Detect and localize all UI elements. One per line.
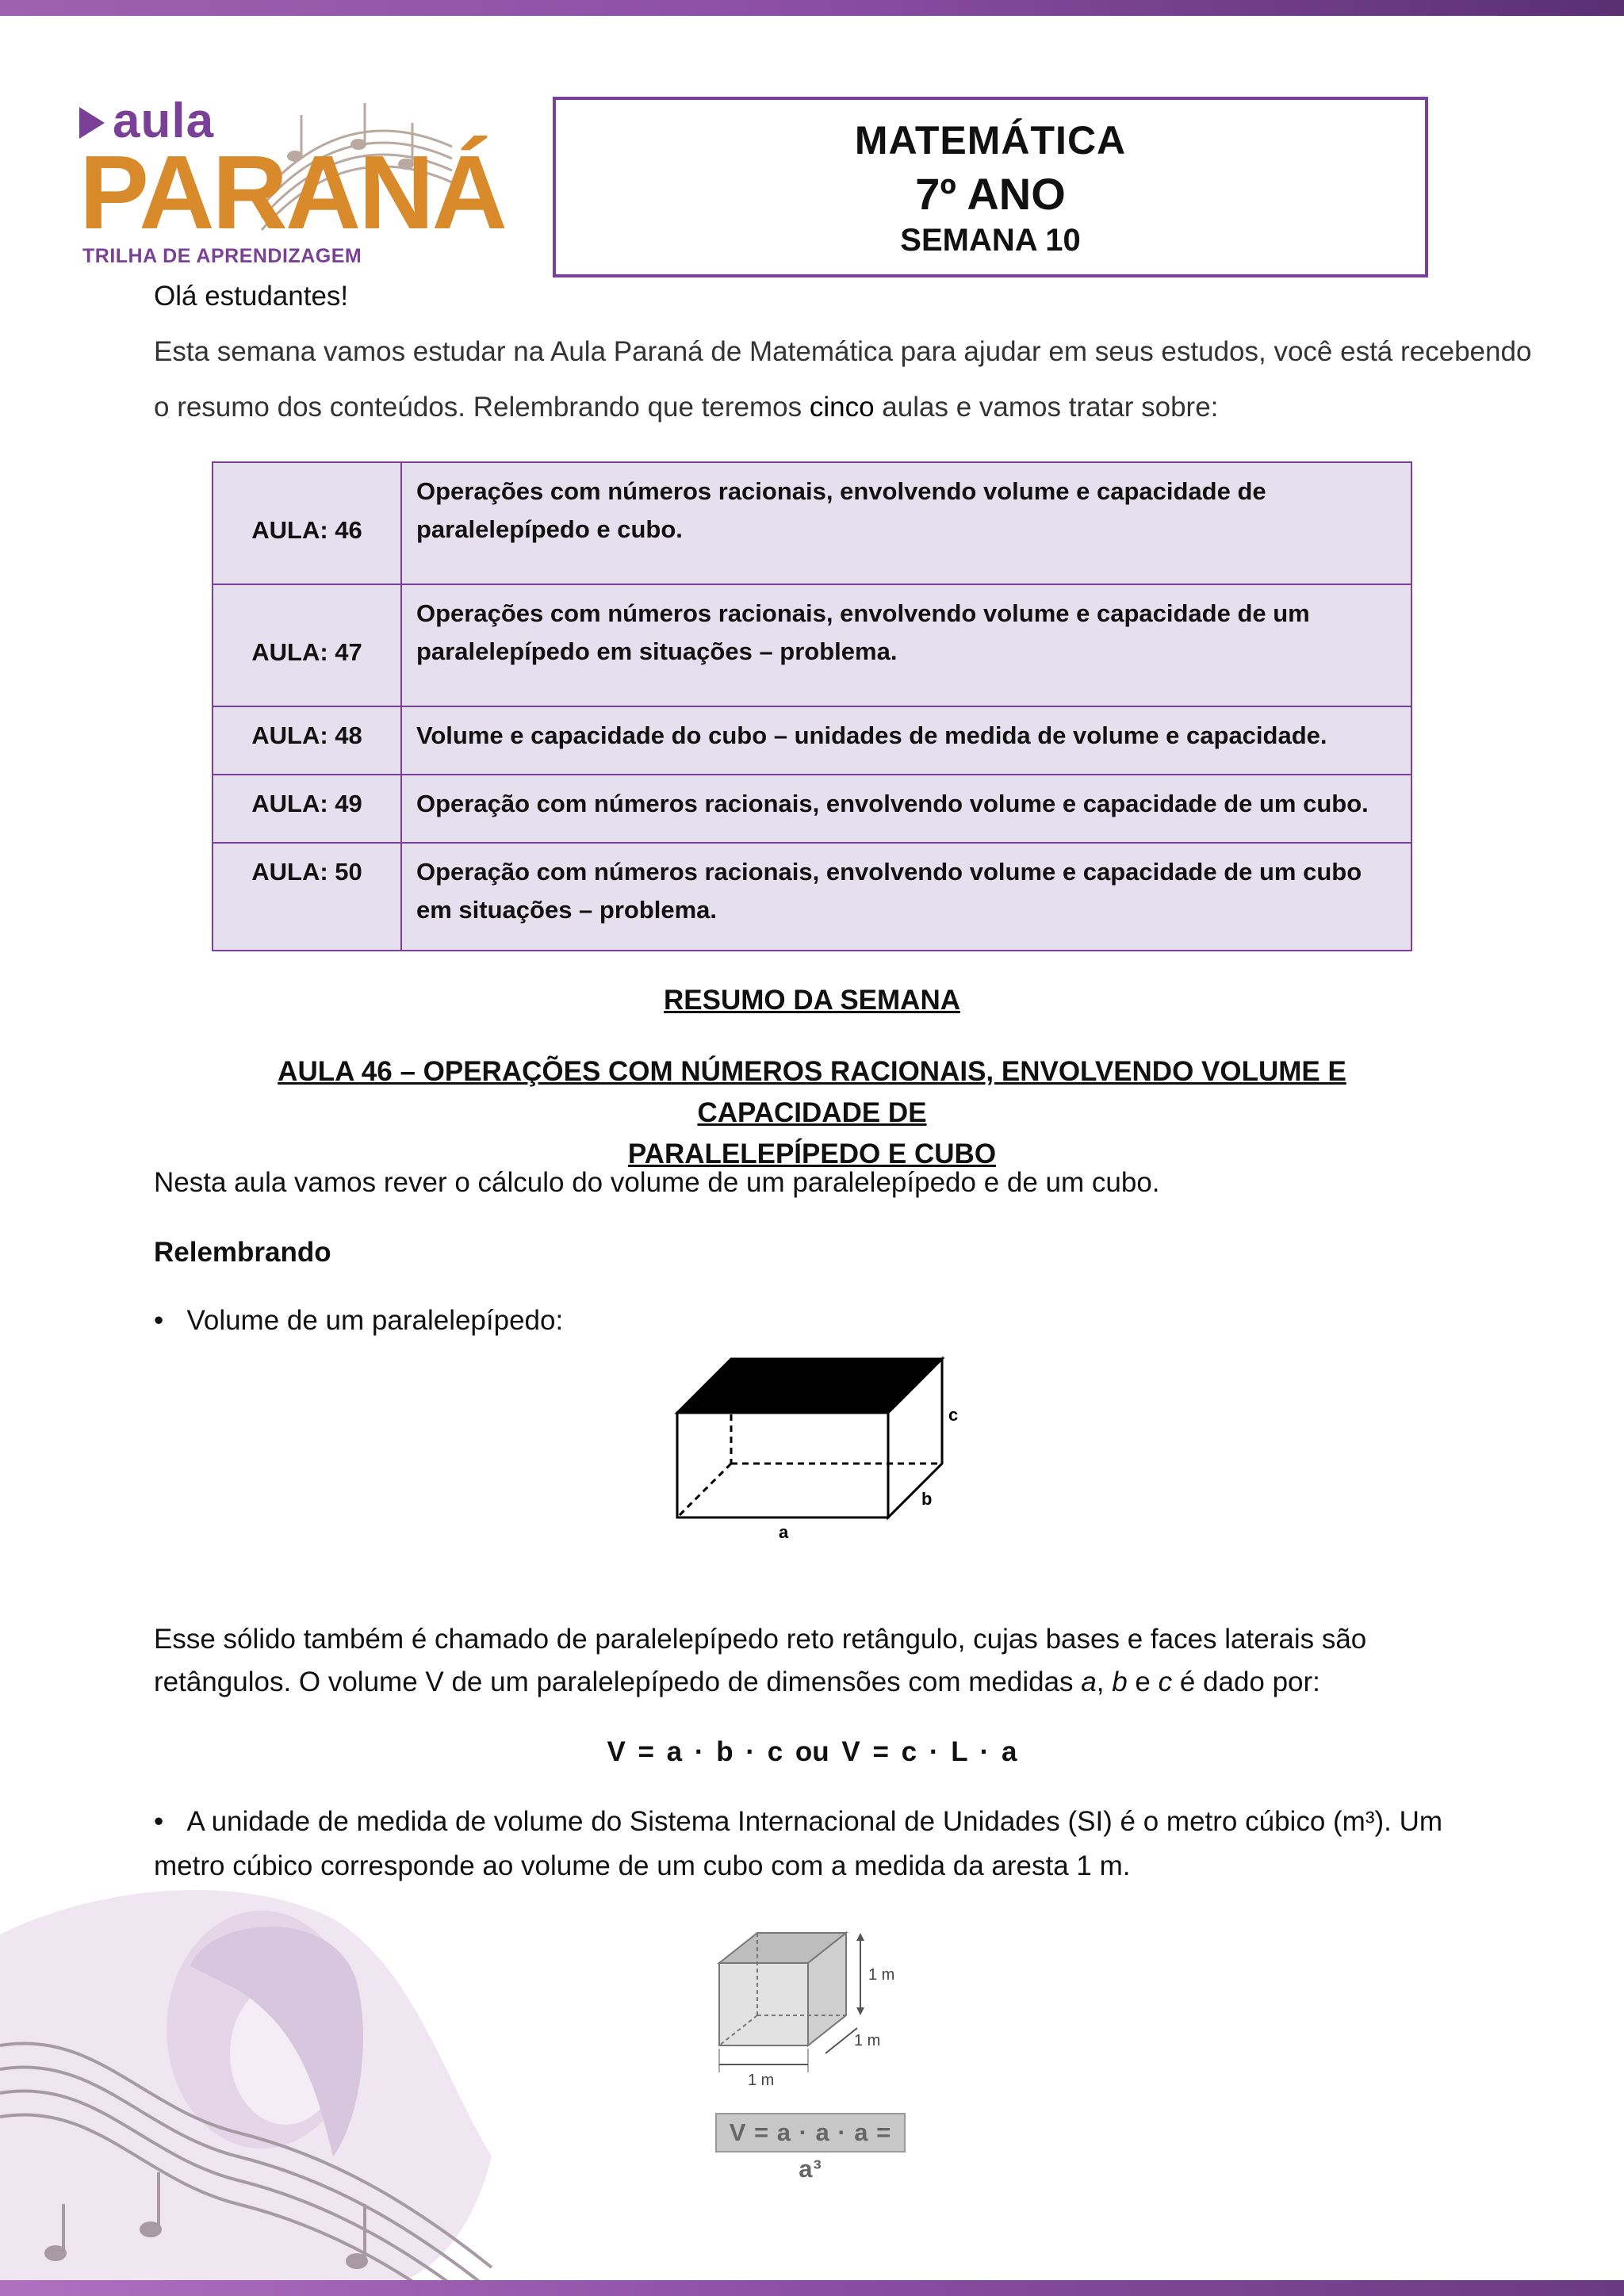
description-line-1: Esse sólido também é chamado de paralelepípedo reto retângulo, cujas bases e faces laterais são (154, 1624, 1367, 1655)
table-row (213, 706, 1411, 775)
bullet-1-text: Volume de um paralelepípedo: (186, 1305, 564, 1336)
lesson-description: Operação com números racionais, envolvendo volume e capacidade de um cubo. (401, 775, 1411, 843)
intro-line-2a: o resumo dos conteúdos. Relembrando que teremos (154, 392, 810, 423)
intro-cinco: cinco (809, 392, 875, 423)
intro-line-1: Esta semana vamos estudar na Aula Paraná de Matemática para ajudar em seus estudos, você está recebendo (154, 336, 1532, 367)
bullet-dot: • (154, 1305, 187, 1336)
lesson-46-title (206, 1051, 1418, 1175)
var-a: a (1081, 1667, 1097, 1697)
lesson-description: Operações com números racionais, envolvendo volume e capacidade de um paralelepípedo em situações – problema. (401, 584, 1411, 706)
var-b: b (1112, 1667, 1128, 1697)
label-b: b (921, 1489, 933, 1509)
description-line-2b: é dado por: (1172, 1667, 1320, 1697)
lesson-46-title-line-1: AULA 46 – OPERAÇÕES COM NÚMEROS RACIONAIS, ENVOLVENDO VOLUME E CAPACIDADE DE (278, 1056, 1346, 1128)
var-c: c (1158, 1667, 1173, 1697)
logo-aula: aula (113, 94, 215, 148)
lesson-intro-paragraph: Nesta aula vamos rever o cálculo do volume de um paralelepípedo e de um cubo. (154, 1167, 1160, 1198)
top-decorative-bar (0, 0, 1624, 16)
lesson-code: AULA: 50 (213, 843, 401, 951)
table-row (213, 843, 1411, 951)
intro-line-2c: aulas e vamos tratar sobre: (874, 392, 1219, 423)
height-label: 1 m (868, 1966, 895, 1984)
parallelepiped-diagram (666, 1348, 967, 1546)
lesson-description: Operação com números racionais, envolvendo volume e capacidade de um cubo em situações – problema. (401, 843, 1411, 951)
lessons-table (212, 461, 1412, 951)
lesson-46-title-line-2: PARALELEPÍPEDO E CUBO (627, 1138, 997, 1169)
label-c: c (948, 1405, 959, 1425)
depth-arrow (825, 2028, 857, 2053)
front-face (677, 1413, 888, 1517)
intro-line-2 (154, 390, 1218, 425)
bullet-dot: • (154, 1806, 187, 1837)
week-title: SEMANA 10 (900, 223, 1081, 258)
table-row (213, 775, 1411, 843)
bullet-volume-parallelepiped (154, 1305, 563, 1337)
recall-heading: Relembrando (154, 1237, 331, 1268)
aula-parana-logo (79, 94, 508, 270)
description-line-2 (154, 1665, 1320, 1700)
lesson-code: AULA: 48 (213, 706, 401, 775)
lesson-code: AULA: 47 (213, 584, 401, 706)
logo-trilha: TRILHA DE APRENDIZAGEM (82, 245, 362, 267)
cube-front-face (719, 1963, 808, 2045)
volume-formula: V = a · b · c ou V = c · L · a (607, 1736, 1017, 1767)
depth-label: 1 m (854, 2032, 881, 2049)
grade-title: 7º ANO (915, 169, 1066, 219)
bullet-2-line-2: metro cúbico corresponde ao volume de um cubo com a medida da aresta 1 m. (154, 1850, 1131, 1881)
cube-diagram (710, 1927, 916, 2093)
lesson-code: AULA: 46 (213, 462, 401, 584)
lesson-code: AULA: 49 (213, 775, 401, 843)
student-watermark-image (0, 1871, 508, 2283)
table-row (213, 462, 1411, 584)
cube-volume-formula: V = a · a · a = a³ (715, 2113, 906, 2152)
description-line-2a: retângulos. O volume V de um paralelepípedo de dimensões com medidas (154, 1667, 1082, 1697)
lesson-description: Operações com números racionais, envolvendo volume e capacidade de paralelepípedo e cubo. (401, 462, 1411, 584)
subject-title: MATEMÁTICA (854, 118, 1127, 163)
width-label: 1 m (748, 2072, 775, 2089)
bottom-decorative-bar (0, 2280, 1624, 2296)
bullet-2-line-1: A unidade de medida de volume do Sistema Internacional de Unidades (SI) é o metro cúbico (m³). Um (186, 1806, 1443, 1837)
title-box (553, 97, 1428, 277)
sep-2: e (1127, 1667, 1159, 1697)
summary-heading: RESUMO DA SEMANA (664, 985, 960, 1016)
bullet-si-unit (154, 1806, 1442, 1838)
label-a: a (779, 1522, 789, 1542)
sep-1: , (1096, 1667, 1113, 1697)
greeting: Olá estudantes! (154, 281, 349, 312)
table-row (213, 584, 1411, 706)
logo-parana: PARANÁ (79, 134, 505, 251)
lesson-description: Volume e capacidade do cubo – unidades de medida de volume e capacidade. (401, 706, 1411, 775)
